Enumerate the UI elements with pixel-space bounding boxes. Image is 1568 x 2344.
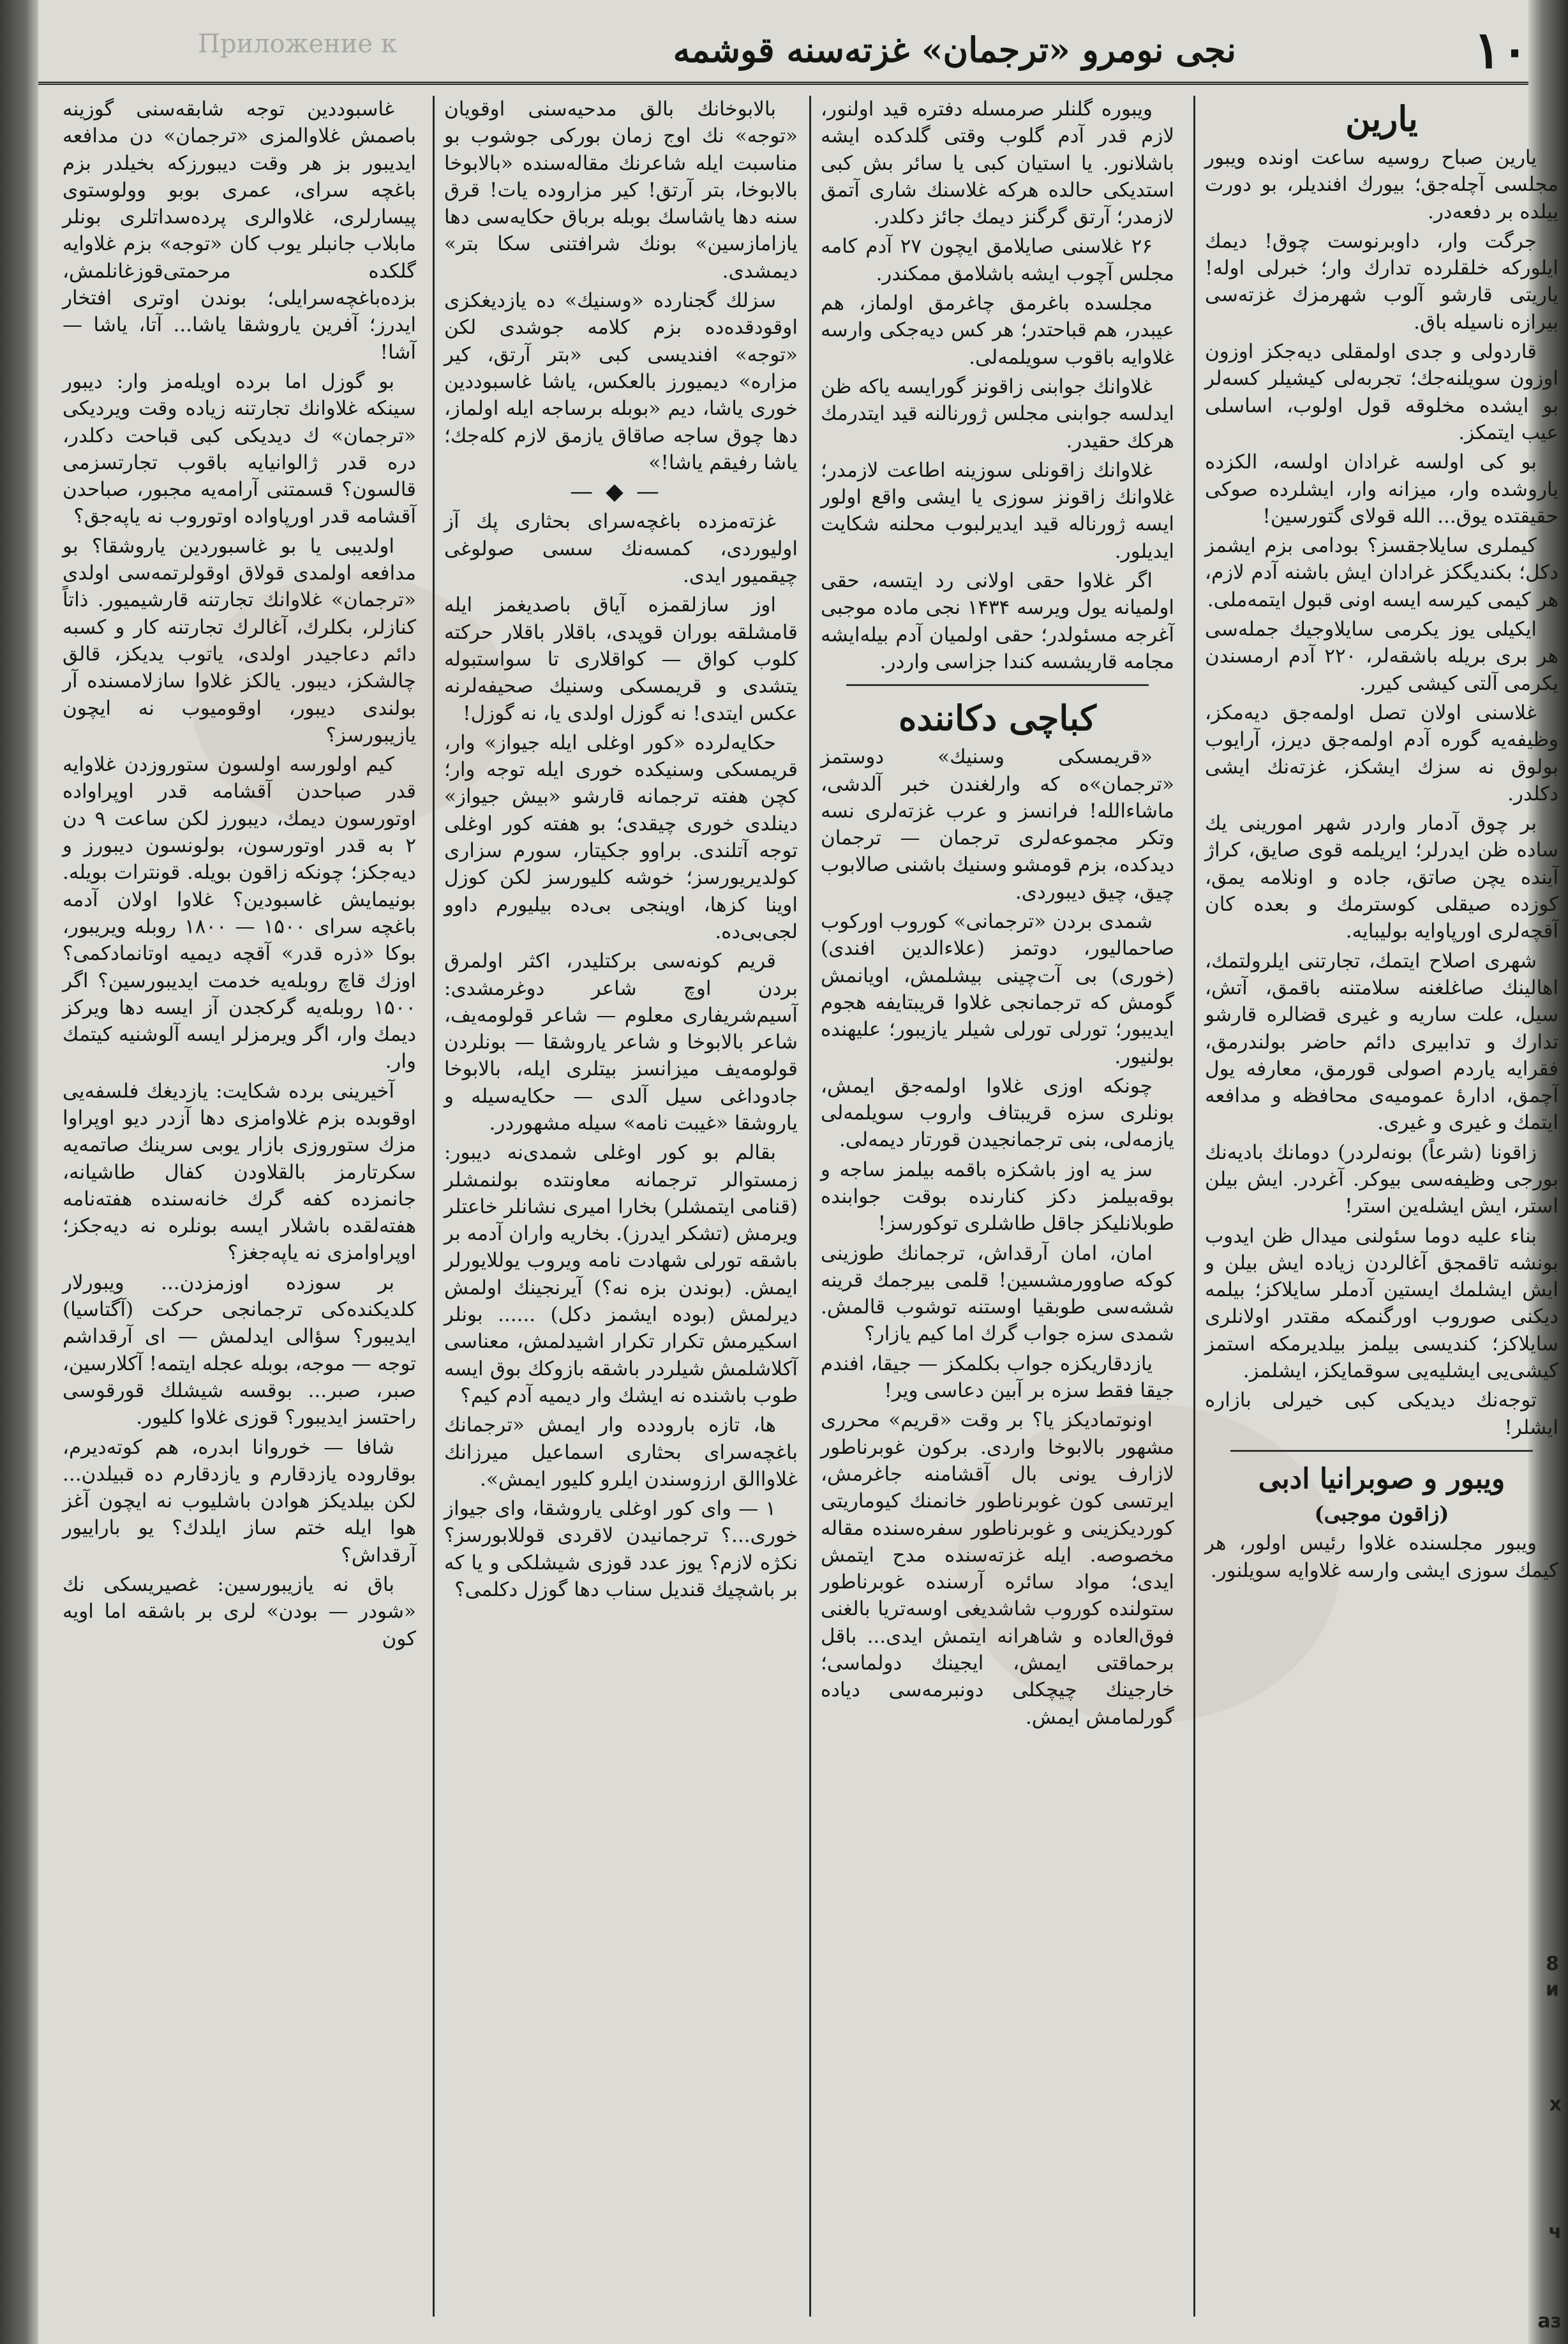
masthead-title: نجی نومرو «ترجمان» غزته‌سنه قوشمه [673,29,1237,70]
left-binding-edge [0,0,38,2344]
paragraph: شمدی بردن «ترجمانی» کوروب اورکوب صاحمالیور، دوتمز (علاءالدین افندی) (خوری) بی آت‌چینی بیشلمش، اویانمش گومش که ترجمانجی غلاوا قریبتایفه هجوم ایدیبور؛ تورلی تورلی شیلر یازیبور؛ علیهنده بولنیور. [821,910,1174,1068]
paragraph: جرگت وار، داوبرنوست چوق! دیمك ایلوركه خلقلرده تدارك وار؛ خبرلی اوله! یاریتی قارشو آلوب شهرمزك غزته‌سی بیرازه ناسیله باق. [1205,229,1558,334]
paragraph: اونوتمادیکز یا؟ بر وقت «قریم» محرری مشهور بالابوخا واردی. برکون غوبرناطور لازارف یونی بال آقشامنه جاغرمش، ایرتسی کون غوبرناطور خانمنك کیوماریتی کوردیکزینی و غوبرناطور سفره‌سنده مقاله مخصوصه. ایله غزته‌سنده مدح ایتمش ایدی؛ مواد سائره آرسنده غوبرناطور ستولنده کوروب شاشدیغی اوسه‌تریا بالغنی فوق‌العاده و شاهرانه ایتمش ایدی... باقل برحماقتی ایمش، ایجینك دولماسی؛ خارجینك چیچکلی دونبرمه‌سی دیاده گورلمامش ایمش. [821,1408,1174,1729]
paragraph: غزته‌مزده باغچه‌سرای بحثاری پك آز اولیوردی، کمسه‌نك سسی صولوغی چیقمیور ایدی. [444,510,798,588]
paragraph: بو گوزل اما برده اویله‌مز وار: دیبور سینکه غلاوانك تجارتنه زیاده وقت ویردیکی «ترجمان» ك دیدیکی کبی قباحت دکلدر، دره قدر ژالوانیایه باقوب تجارتسزمی قالسون؟ قسمتنی آرامه‌یه مجبور، صباحدن آقشامه قدر اورپاواده اوتوروب نه یاپه‌جق؟ [63,370,416,528]
margin-letter: х [1549,2093,1562,2116]
column-2 [816,96,1179,2310]
paragraph: غلاسنی اولان تصل اولمه‌جق دیه‌مکز، وظیفه‌یه گوره آدم اولمه‌جق دیرز، آرایوب بولوق نه سزك ایشکز، غزته‌نك ایشی دکلدر. [1205,701,1558,805]
paragraph: یارین صباح روسیه ساعت اونده ویبور مجلسی آچله‌جق؛ بیورك افندیلر، بو دورت ییلده بر دفعه‌در. [1205,146,1558,223]
paragraph: باق نه یازیبورسین: غصیریسکی نك «شودر — بودن» لری بر باشقه اما اویه کون [63,1573,416,1650]
ornament-divider: —◆— [570,479,672,505]
paragraph: بناء علیه دوما سئولنی میدال ظن ایدوب بونشه تاقمجق آغالردن زیاده ایش بیلن و ایش ایشلمك ایستین آدملر سایلاکز؛ بیلمه دیکنی صوروب اورگنمکه مقتدر اولانلری سایلاکز؛ کندیسی بیلمز بیلدیرمکه استمز کیشی‌یی ایشلیه‌یی سوقمایکز، ایشلمز. [1205,1224,1558,1383]
paragraph: زاقونا (شرعاً) بونه‌لردر) دومانك بادیه‌نك بورجی وظیفه‌سی بیوکر. آغردر. ایش بیلن استر، ایش ایشله‌ین استر! [1205,1140,1558,1218]
margin-letter: ч [1548,2221,1562,2243]
paragraph: غاسبوددین توجه شابقه‌سنی گوزینه باصمش غلاوالمزی «ترجمان» دن مدافعه ایدیبور بز هر وقت دیبورزکه بخیلدر بزم باغچه سرای، عمری بوبو وولوستوی پیسارلری، غلاوالری پرده‌سداتلری بونلر مابلاب جانبلر یوب کان «توجه» بزم غلاوایه گلکده مرحمتی‌قوزغانلمش، بزده‌باغچه‌سرایلی؛ بوندن اوتری افتخار ایدرز؛ آفرین یاروشقا یاشا... آتا، یاشا — آشا! [63,98,416,364]
paragraph: «قریمسکی وسنیك» دوستمز «ترجمان»ه كه وارلغندن خبر آلدشی، ماشاءالله! فرانسز و عرب غزته‌لری نسه وتکر مجموعه‌لری ترجمان — ترجمان دیدکده، بزم قومشو وسنیك باشنی صالابوب چیق، چیق دیبوردی. [821,745,1174,904]
paragraph: غلاوانك زاقونلی سوزینه اطاعت لازمدر؛ غلاوانك زاقونز سوزی یا ایشی واقع اولور ایسه ژورناله قید ایدیرلبوب محلنه شکایت ایدیلور. [821,458,1174,563]
paragraph: بر چوق آدمار واردر شهر امورینی یك ساده ظن ایدرلر؛ ایریلمه قوی صایق، کراژ آینده یچن صاتق، جاده و اونلامه یمق، کوزده صیقلی کوسترمك و بعده کان آقچه‌لری اورپاوایه بولیبایه. [1205,812,1558,943]
column-rule [809,96,811,2317]
margin-letter: аз [1537,2310,1562,2333]
paragraph: سز یه اوز باشکزه باقمه بیلمز ساجه و بوقه‌بیلمز دکز کنارنده بوقت جوابنده طوبلانلیکز جاقل طاشلری توکورسز! [821,1158,1174,1235]
paragraph: ویبوره گلنلر صرمسله دفتره قید اولنور، لازم قدر آدم گلوب وقتی گلدکده ایشه باشلانور. یا استیان کبی یا سائر بش کبی استدیکی حالده هرکه غلاسنك شاری آتمق لازمدر؛ آرتق گرگنز دیمك جائز دکلدر. [821,98,1174,229]
margin-letter: и [1545,1978,1559,2001]
article-heading: ویبور و صوبرانیا ادبی [1258,1462,1505,1495]
paragraph: توجه‌نك دیدیکی کبی خیرلی بازاره ایشلر! [1205,1389,1558,1439]
paragraph: قاردولی و جدی اولمقلی دیه‌جکز اوزون اوزون سویلنه‌جك؛ تجربه‌لی کیشیلر کسه‌لر بو ایشده مخلوقه قول اولوب، اساسلی عیب ایتمکز. [1205,340,1558,444]
paragraph: ایکیلی یوز یکرمی سایلاوجیك جمله‌سی هر بری بریله باشقه‌لر، ۲۲۰ آدم ارمسندن یکرمی آلتی کیشی کیرر. [1205,618,1559,695]
paragraph: یازدقاریکزه جواب بکلمکز — جیقا، افندم جیقا فقط سزه بر آبین دعاسی ویر! [821,1352,1174,1403]
column-rule [433,96,435,2317]
page-number: ۱۰ [1474,20,1528,80]
column-3 [439,96,803,2310]
paragraph: اوز سازلقمزه آیاق باصدیغمز ایله قامشلقه بوران قوپدی، باقلار باقلار حرکته کلوب کواق — کواقلاری تا سواستبوله یتشدی و قریمسکی وسنیك صحیفه‌لرنه عکس ایتدی! نه گوزل اولدی یا، نه گوزل! [444,593,798,725]
article-heading: کباچی دکاننده [899,698,1096,739]
article-subheading: (زاقون موجبی) [1314,1501,1449,1526]
paragraph: مجلسده باغرمق چاغرمق اولماز، هم عیبدر، هم قباحتدر؛ هر کس دیه‌جکی وارسه غلاوایه باقوب سویلمه‌لی. [821,292,1174,369]
paragraph: ویبور مجلسنده غلاوا رئیس اولور، هر کیمك سوزی ایشی وارسه غلاوایه سویلنور. [1205,1532,1558,1582]
paragraph: ۲۶ غلاسنی صایلامق ایچون ۲۷ آدم کامه مجلس آچوب ایشه باشلامق ممکندر. [821,235,1174,285]
paragraph: حکایه‌لرده «کور اوغلی ایله جیواز» وار، قریمسکی وسنیکده خوری ایله توجه وار؛ کچن هفته ترجمانه قارشو «بیش جیواز» دینلدی خوری چیقدی؛ بو هفته کور اوغلی توجه آتلندی. براوو جکیتار، سورم سزاری کولدیریورسز؛ خوشه کلیورسز لکن کوزل اوینا کزها، اوینجی بی‌ده بیلیورم داوو لجی‌بی‌ده. [444,731,798,943]
paragraph: بقالم بو کور اوغلی شمدی‌نه دیبور: زمستوالر ترجمانه معاونتده بولنمشلر (قنامی ایتمشلر) بخارا امیری نشانلر خاعتلر ویرمش (تشکر ایدرز). بخاریه واران آدمه بر باشقه تورلی شهادت نامه ویروب یوللایورلر ایمش. (بوندن بزه نه؟) آیرنجینك اولمش دیرلمش (بوده ایشمز دکل) ...... بونلر اسکیرمش تکرار تکرار اشیدلمش، معناسی آکلاشلمش شیلردر باشقه بازوکك بوق ایسه طوب باشنده نه ایشك وار دیمیه آدم کیم؟ [444,1141,798,1407]
paragraph: شافا — خوروانا ابدره، هم کوته‌دیرم، بوقاروده یازدقارم و یازدقارم ده قبیلدن... لکن بیلدیکز هوادن باشلیوب نه ایچون آغز هوا ایله ختم ساز ایلدك؟ یو باراییور آرقداش؟ [63,1435,416,1567]
paragraph: آخیرینی برده شکایت: یازدیغك فلسفه‌یی اوقوبده بزم غلاوامزی دها آزدر دیو اوپراوا مزك ستوروزی بازار یوبی سرینك صاتمه‌یه سکرتارمز بالقلاودن کفال طاشیانه، جانمزده کفه گرك خانه‌سنده هفته‌نامه هفته‌لقده باشلار ایسه بونلره نه دیه‌جکز؛ اوپراوامزی نه یاپه‌جغز؟ [63,1079,416,1265]
paragraph: ها، تازه بارودده وار ایمش «ترجمانك باغچه‌سرای بحثاری اسماعیل میرزانك غلاواالق ارزوسندن ایلرو کلیور ایمش». [444,1414,798,1491]
paragraph: اگر غلاوا حقی اولانی رد ایتسه، حقی اولمیانه یول ویرسه ۱۴۳۴ نجی ماده موجبی آغرجه مسئولدر؛ حقی اولمیان آدم بیله‌ایشه مجامه قاریشسه کندا جزاسی واردر. [821,569,1174,673]
paragraph: بالابوخانك بالق مدحیه‌سنی اوقویان «توجه» نك اوج زمان بورکی جوشوب بو مناسبت ایله شاعرنك مقاله‌سنده «بالابوخا بالابوخا، بتر آرتق! کیر مزاروده یات! قرق سنه دها یاشاسك بوبله برباق حکایه‌سی دها یازامازسین» بونك شرافتنی سکا بتر» دیمشدی. [444,98,798,283]
masthead [38,18,1528,85]
paragraph: بو کی اولسه غرادان اولسه، الکزده یاروشده وار، میزانه وار، ایشلرده صوکی حقیقتده یوق... الله قولای گتورسین! [1205,451,1558,528]
paragraph: قریم کونه‌سی برکتلیدر، اکثر اولمرق بردن اوچ شاعر دوغرمشدی: آسیم‌شریفاری معلوم — شاعر قولومه‌یف، شاعر بالابوخا و شاعر یاروشقا — بونلردن قولومه‌یف میزانسز بیتلری ایله، بالابوخا جادوداغی سیل آلدی — حکایه‌سیله و یاروشقا «غیبت نامه» سیله مشهوردر. [444,950,798,1135]
section-divider [846,684,1149,686]
paragraph: ۱ — وای کور اوغلی یاروشقا، وای جیواز خوری...؟ ترجمانیدن لاقردی قوللابورسز؟ نکژه لازم؟ یوز عدد قوزی شیشلکی و یا که بر باشچیك قنديل سناب دها گوزل دکلمی؟ [444,1497,798,1602]
paragraph: سزلك گجنارده «وسنیك» ده یازدیغکزی اوقودقده‌ده بزم کلامه جوشدی لکن «توجه» افندیسی کبی «بتر آرتق، کیر مزاره» دیمیورز بالعکس، یاشا غاسبوددین خوری یاشا، دیم «بوبله برساجه ایله اولماز، دها چوق ساجه صاقاق یازمق لازم کله‌جك؛ یاشا رفیقم یاشا!» [444,289,798,474]
column-1 [1200,96,1564,2310]
paragraph: غلاوانك جوابنی زاقونز گورایسه یاکه ظن ایدلسه جوابنی مجلس ژورنالنه قید ایتدرمك هرکك حقیدر. [821,375,1174,452]
masthead-faded-header: Приложение к [198,29,397,59]
column-4 [57,96,421,2310]
paragraph: اولدیبی یا بو غاسبوردین یاروشقا؟ بو مدافعه اولمدی قولاق اوقولرتمه‌سی اولدی «ترجمان» غلاوانك تجارتنه قارشیمیور. ذاتاً کنازلر، بکلرك، آغالرك تجارتنه کار و کسبه دائم دعاجیدر اولدی، یاتوب یدیکز، قالق چالشکز، دیبور. یالکز غلاوا سازلامسنده آر بولندی دیبور، اوقومیوب نه ایچون یازیبورسز؟ [63,534,416,747]
column-rule [1193,96,1195,2317]
paragraph: شهری اصلاح ایتمك، تجارتنی ایلرولتمك، اهالینك صاغلغنه سلامتنه باقمق، آتش، سیل، علت ساریه و غیری قضالره قارشو تدارك و تدابیری دائم حاضر بولندرمق، فقرایه یاردم اصولی قورمق، معارفه یول آچمق، ادارهٔ عمومیه‌ی محافظه و مدافعه ایتمك و غیری و غیری. [1205,949,1558,1135]
paragraph: کیم اولورسه اولسون ستوروزدن غلاوایه قدر صباحدن آقشامه قدر اوپراواده اوتورسون دیمك، دیبورز لکن ساعت ۹ دن ۲ به قدر اوتورسون، بولونسون دیبورز و دیه‌جکز؛ چونکه زاقون بویله. قونترات بویله. بونیمایش غاسبودین؟ غلاوا اولان آدمه باغچه سرای ۱۵۰۰ — ۱۸۰۰ روبله ویریبور، بوکا «ذره قدر» آقچه دیمیه اوتانمادکمی؟ اوزك قاچ روبله‌یه خدمت ایدیبورسین؟ اگر ۱۵۰۰ روبله‌یه گرکجدن آز ایسه دها ویرکز دیمك وار، اگر ویرمزلر ایسه آلوشنیه کیتمك وار. [63,753,416,1073]
margin-letter: 8 [1546,1953,1559,1975]
paragraph: بر سوزده اوزمزدن... ویبورلار کلدیکنده‌کی ترجمانجی حرکت (آگتاسیا) ایدیبور؟ سؤالی ایدلمش — ای آرقداشم توجه — موجه، بوبله عجله ایتمه! آکلارسین، صبر، صبر... بوقسه شیشلك قورقوسی راحتسز ایدیبور؟ قوزی غلاوا کلیور. [63,1271,416,1430]
article-heading: یارین [1345,98,1418,139]
paragraph: چونکه اوزی غلاوا اولمه‌جق ایمش، بونلری سزه قریبتاف واروب سویلمه‌لی یازمه‌لی، بنی ترجمانجیدن قورتار دیمه‌لی. [821,1074,1174,1152]
section-divider [1230,1450,1533,1452]
paragraph: امان، امان آرقداش، ترجمانك طوزینی کوکه صاوورمشسین! قلمی بیرجمك قرینه ششه‌سی طوبقیا اوستنه توشوب قالمش. شمدی سزه جواب گرك اما کیم یازار؟ [821,1241,1174,1346]
paragraph: کیملری سایلاجقسز؟ بودامی بزم ایشمز دکل؛ بکندیگکز غرادان ایش باشنه آدم لازم، هر کیمی کیرسه ایسه اونی قبول ایتمه‌ملی. [1205,534,1558,611]
